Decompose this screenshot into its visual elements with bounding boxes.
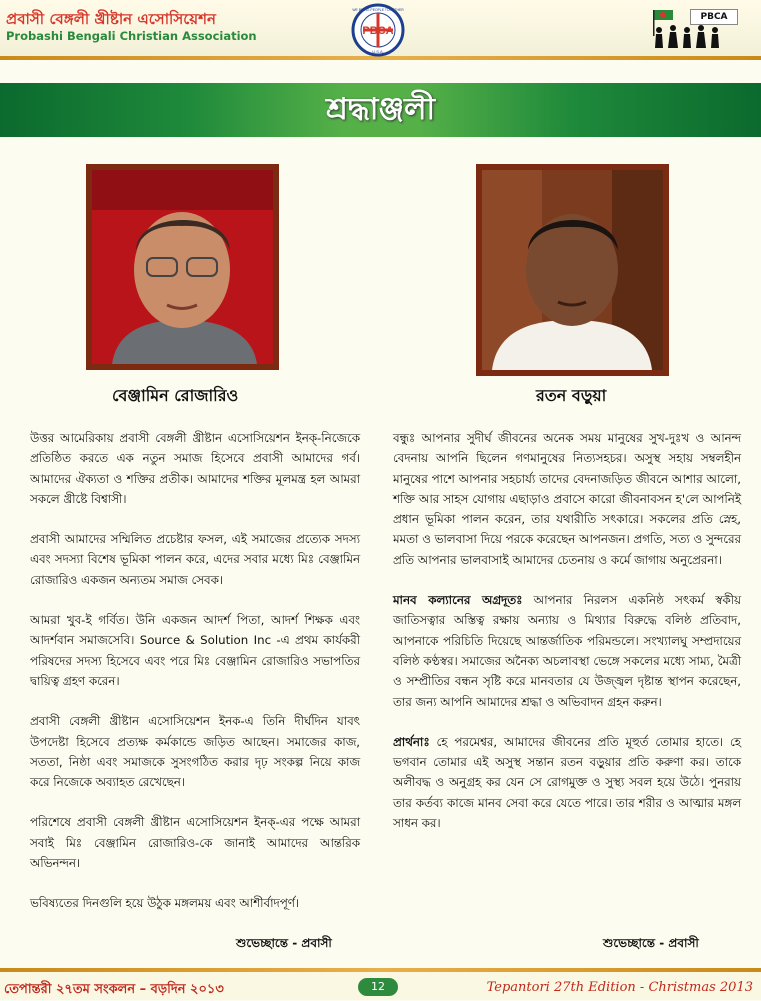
name-right: রতন বড়ুয়া [536,386,607,405]
logo-letters: PBCA [362,25,394,37]
org-name-bengali: প্রবাসী বেঙ্গলী খ্রীষ্টান এসোসিয়েশন [6,10,216,28]
right-paragraph-3 [393,732,741,833]
right-paragraph-2-body: আপনার নিরলস একনিষ্ঠ সৎকর্ম স্বকীয় জাতিসত্বার অস্তিত্ব রক্ষায় অন্যায় ও মিথ্যার বিরুদ্ধে বলিষ্ঠ প্রতিবাদ, আপনাকে পরিচিতি দিয়েছে আন্তর্জাতিক পরিমন্ডলে। সংখ্যালঘু সম্প্রদায়ের বলিষ্ঠ কণ্ঠস্বর। সমাজের অনৈক্য অচলাবস্থা ভেঙ্গে সকলের মধ্যে সাম্য, মৈত্রী ও সম্প্রীতির বন্ধন সৃষ্টি করে মানবতার যে উজ্জ্বল দৃষ্টান্ত স্থাপন করেছেন, তার জন্য আপনি আমাদের শ্রদ্ধা ও অভিবাদন গ্রহন করুন। [393,593,741,709]
portrait-photo-left [92,170,273,364]
signature-left: শুভেচ্ছান্তে - প্রবাসী [236,936,332,950]
left-paragraph: আমরা খুব-ই গর্বিত। উনি একজন আদর্শ পিতা, আদর্শ শিক্ষক এবং আদর্শবান সমাজসেবি। Source & Solution Inc -এ প্রথম কার্যকরী পরিষদের সদস্য হিসেবে এবং পরে মিঃ বেঞ্জামিন রোজারিও সভাপতির দ্বায়িত্ব গ্রহণ করেন। [30,613,360,688]
pbca-logo [349,3,407,57]
right-paragraph-3-lead: প্রার্থনাঃ [393,734,430,749]
page-title: শ্রদ্ধাঞ্জলী [325,92,436,127]
page-number: 12 [358,978,398,996]
left-paragraph: প্রবাসী বেঙ্গলী খ্রীষ্টান এসোসিয়েশন ইনক-এ তিনি দীর্ঘদিন যাবৎ উপদেষ্টা হিসেবে প্রত্যক্ষ কর্মকান্ডে জড়িত আছেন। সমাজের কাজ, সততা, নিষ্ঠা এবং সমাজকে সুসংগঠিত করার দৃঢ় সংকল্প নিয়ে কাজ করে নিজেকে অব্যাহত রেখেছেন। [30,714,360,790]
left-paragraph: ভবিষ্যতের দিনগুলি হয়ে উঠুক মঙ্গলময় এবং আশীর্বাদপূর্ণ। [30,896,300,911]
title-banner [0,83,761,137]
org-name-english: Probashi Bengali Christian Association [6,29,257,43]
photo-frame-right [476,164,669,376]
pbca-badge: PBCA [690,9,738,25]
footer-edition-english: Tepantori 27th Edition - Christmas 2013 [486,980,753,995]
footer-edition-bengali: তেপান্তরী ২৭তম সংকলন – বড়দিন ২০১৩ [4,982,224,997]
right-paragraph-2-lead: মানব কল্যানের অগ্রদূতঃ [393,593,523,608]
right-column-text [393,428,741,833]
left-paragraph: প্রবাসী আমাদের সম্মিলিত প্রচেষ্টার ফসল, এই সমাজের প্রত্যেক সদস্য এবং সদস্যা বিশেষ ভূমিকা পালন করে, এদের সবার মধ্যে মিঃ বেঞ্জামিন রোজারিও একজন অন্যতম সমাজ সেবক। [30,532,360,587]
photo-frame-left [86,164,279,370]
right-paragraph-3-body: হে পরমেশ্বর, আমাদের জীবনের প্রতি মূহুর্ত তোমার হাতে। হে ভগবান তোমার এই অসুস্থ সন্তান রতন বড়ুয়ার প্রতি করুণা কর। তাকে অলীবদ্ধ ও অনুগ্রহ কর যেন সে রোগমুক্ত ও সুস্থ্য সবল হয়ে উঠে। পুনরায় তার কর্তব্য কাজে মানব সেবা করে যেতে পারে। তার শরীর ও আত্মার মঙ্গল সাধন কর। [393,734,741,831]
left-column-text [30,428,360,914]
signature-right: শুভেচ্ছান্তে - প্রবাসী [603,936,699,950]
footer-divider [0,968,761,972]
right-paragraph-2 [393,590,741,712]
name-left: বেঞ্জামিন রোজারিও [112,386,239,405]
logo-country: U.S.A. [372,49,384,54]
logo-ring-text: WE BRING PEOPLE TOGETHER [352,8,404,12]
right-paragraph-1: বন্ধুঃ আপনার সুদীর্ঘ জীবনের অনেক সময় মানুষের সুখ-দুঃখ ও আনন্দ বেদনায় আপনি ছিলেন গণমানুষের নিত্যসহচর। অসুস্থ সহায় সম্বলহীন মানুষের পাশে আপনার সহচার্য্য তাদের বেদনাজড়িত জীবনে আশার আলো, শক্তি আর সাহস যোগায় এছাড়াও প্রবাসে কারো জীবনাবসন হ'লে আপনিই প্রধান ভূমিকা পালন করেন, তার যথারীতি সৎকারে। সকলের প্রতি স্নেহ, মমতা ও ভালবাসা দিয়ে পরকে করেছেন আপনজন। প্রগতি, সত্য ও সুন্দরের প্রতি আপনার ভালবাসাই আমাদের চেতনায় ও কর্মে জাগায় অনুপ্রেরনা। [393,431,741,567]
left-paragraph: পরিশেষে প্রবাসী বেঙ্গলী খ্রীষ্টান এসোসিয়েশন ইনক্-এর পক্ষে আমরা সবাই মিঃ বেঞ্জামিন রোজারিও-কে জানাই আমাদের আন্তরিক অভিনন্দন। [30,815,360,871]
portrait-photo-right [482,170,663,370]
left-paragraph: উত্তর আমেরিকায় প্রবাসী বেঙ্গলী খ্রীষ্টান এসোসিয়েশন ইনক্-নিজেকে প্রতিষ্ঠিত করতে এক নতুন সমাজ হিসেবে প্রবাসী আমাদের গর্ব। আমাদের ঐক্যতা ও শক্তির প্রতীক। আমাদের শক্তির মূলমন্ত্র হল আমরা সকলে খ্রীষ্টে বিশ্বাসী। [30,431,360,506]
